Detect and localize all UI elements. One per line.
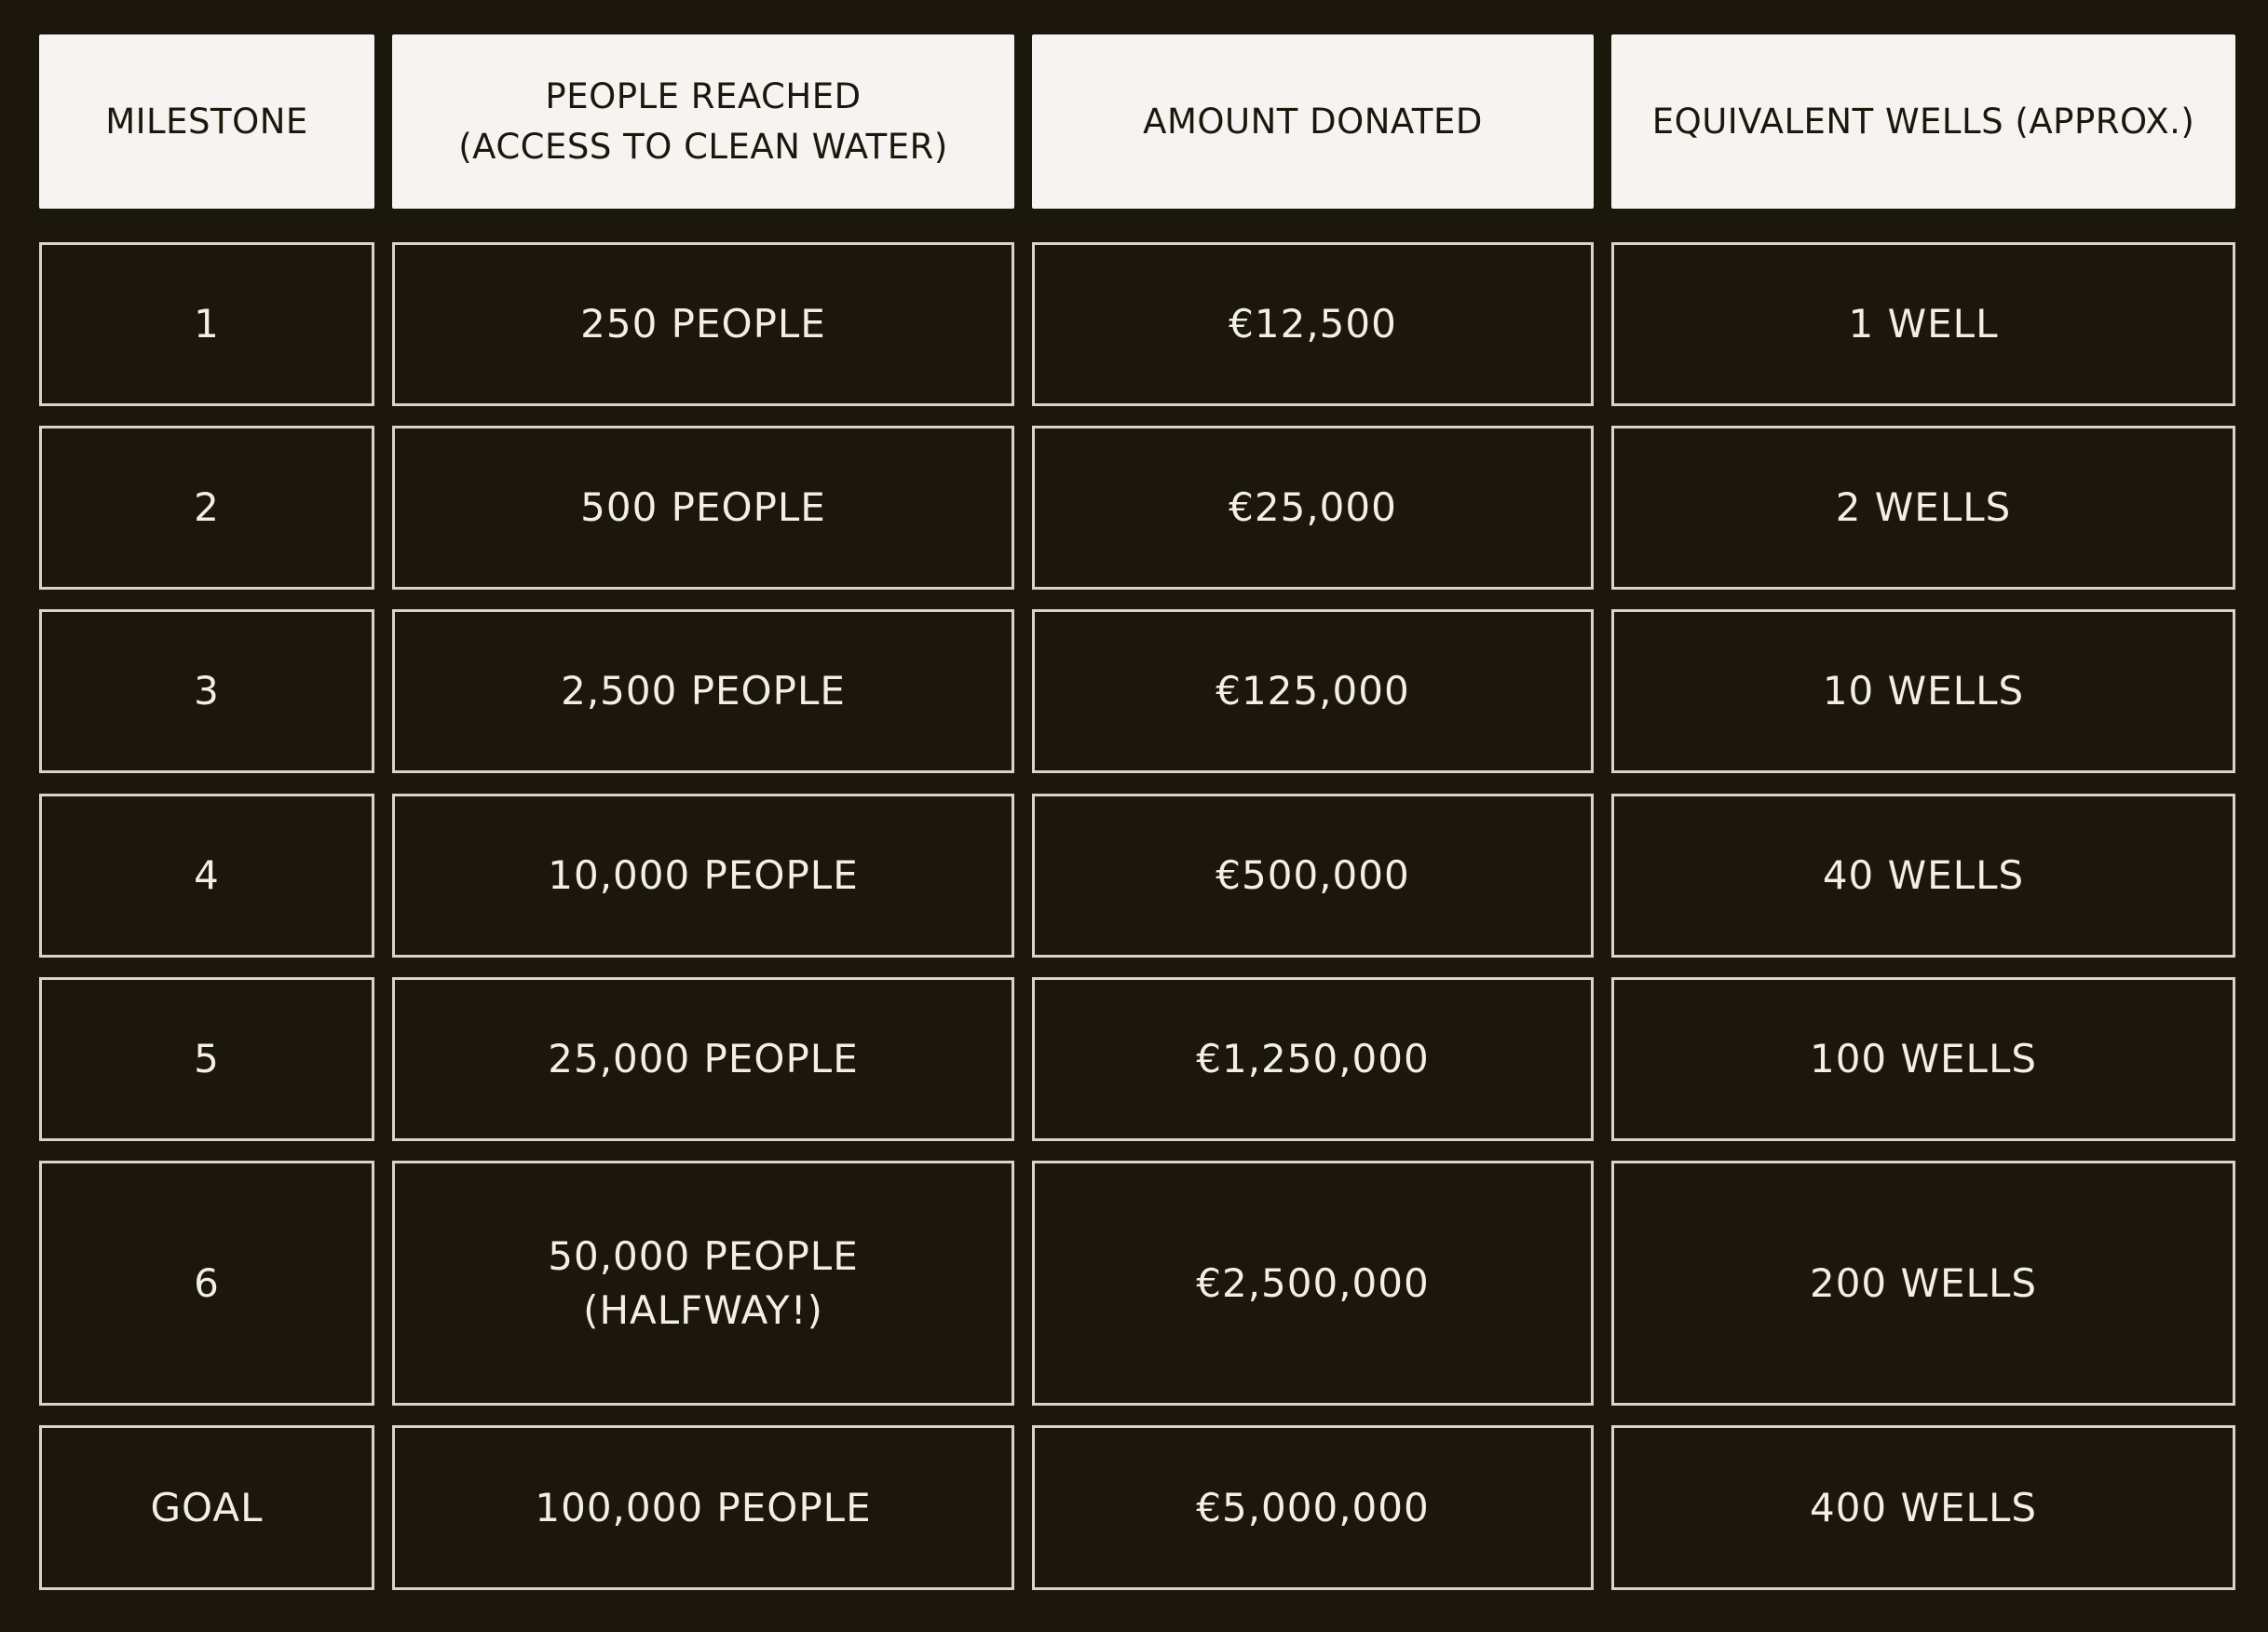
table-row-6-wells	[1611, 1161, 2235, 1406]
table-row-3-milestone	[39, 609, 374, 773]
cell-text: 2	[194, 484, 220, 530]
cell-text: 250 PEOPLE	[580, 301, 826, 347]
cell-text: 100 WELLS	[1809, 1036, 2038, 1081]
header-amount-donated	[1032, 34, 1594, 209]
cell-text: 10,000 PEOPLE	[548, 852, 859, 898]
cell-text: 1	[194, 301, 220, 347]
cell-text: 2,500 PEOPLE	[561, 668, 846, 714]
table-row-1-people	[392, 242, 1014, 406]
table-row-6-amount	[1032, 1161, 1594, 1406]
cell-text: 6	[194, 1259, 220, 1306]
header-people-reached	[392, 34, 1014, 209]
table-row-5-people	[392, 977, 1014, 1141]
table-row-goal-wells	[1611, 1425, 2235, 1590]
table-row-1-amount	[1032, 242, 1594, 406]
cell-text: 25,000 PEOPLE	[548, 1036, 859, 1081]
table-row-4-amount	[1032, 794, 1594, 958]
header-milestone	[39, 34, 374, 209]
cell-text: 4	[194, 852, 220, 898]
table-row-1-wells	[1611, 242, 2235, 406]
cell-text: GOAL	[150, 1484, 264, 1530]
cell-text: 3	[194, 668, 220, 714]
cell-text: 100,000 PEOPLE	[535, 1484, 872, 1530]
table-row-2-milestone	[39, 426, 374, 590]
cell-text: 2 WELLS	[1835, 484, 2012, 530]
table-row-5-wells	[1611, 977, 2235, 1141]
table-row-goal-people	[392, 1425, 1014, 1590]
header-equivalent-wells	[1611, 34, 2235, 209]
cell-text: €5,000,000	[1196, 1484, 1430, 1530]
cell-text: €2,500,000	[1196, 1259, 1430, 1306]
header-amount-donated-label: AMOUNT DONATED	[1143, 101, 1483, 142]
table-row-2-people	[392, 426, 1014, 590]
cell-text: €500,000	[1215, 852, 1410, 898]
table-row-6-milestone	[39, 1161, 374, 1406]
table-row-2-wells	[1611, 426, 2235, 590]
cell-text: €1,250,000	[1196, 1036, 1430, 1081]
cell-text: €12,500	[1229, 301, 1397, 347]
cell-text: 1 WELL	[1848, 301, 1999, 347]
cell-text: 40 WELLS	[1822, 852, 2025, 898]
table-row-5-amount	[1032, 977, 1594, 1141]
cell-text: 5	[194, 1036, 220, 1081]
cell-text: 200 WELLS	[1809, 1259, 2038, 1306]
table-row-goal-milestone	[39, 1425, 374, 1590]
cell-text: 400 WELLS	[1809, 1484, 2038, 1530]
header-people-reached-label: PEOPLE REACHED (ACCESS TO CLEAN WATER)	[458, 75, 948, 167]
header-milestone-label: MILESTONE	[105, 101, 308, 142]
cell-text: €25,000	[1229, 484, 1397, 530]
cell-text: 500 PEOPLE	[580, 484, 826, 530]
table-row-4-wells	[1611, 794, 2235, 958]
table-row-3-people	[392, 609, 1014, 773]
cell-text: 10 WELLS	[1822, 668, 2025, 714]
table-row-1-milestone	[39, 242, 374, 406]
table-row-3-amount	[1032, 609, 1594, 773]
table-row-6-people	[392, 1161, 1014, 1406]
table-row-2-amount	[1032, 426, 1594, 590]
table-row-3-wells	[1611, 609, 2235, 773]
table-row-goal-amount	[1032, 1425, 1594, 1590]
table-row-4-milestone	[39, 794, 374, 958]
cell-text: €125,000	[1215, 668, 1410, 714]
header-equivalent-wells-label: EQUIVALENT WELLS (APPROX.)	[1651, 101, 2195, 142]
table-row-4-people	[392, 794, 1014, 958]
table-row-5-milestone	[39, 977, 374, 1141]
cell-text: 50,000 PEOPLE (HALFWAY!)	[548, 1232, 859, 1333]
